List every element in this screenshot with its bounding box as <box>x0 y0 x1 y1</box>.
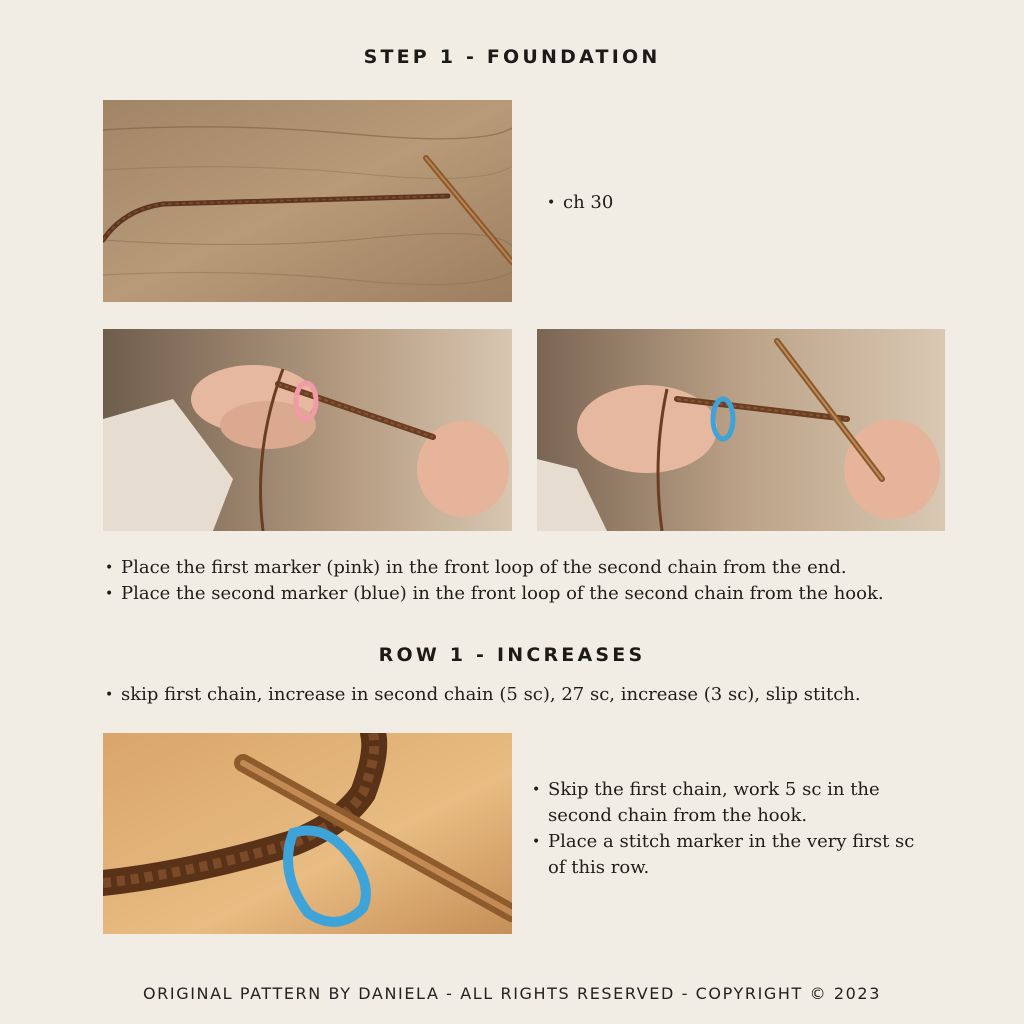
first-stitch-photo <box>103 733 512 934</box>
row1-detail-marker: • Place a stitch marker in the very first sc of this row. <box>530 829 920 881</box>
blue-marker-photo <box>537 329 945 531</box>
marker-instruction-blue: • Place the second marker (blue) in the front loop of the second chain from the hook. <box>103 581 963 607</box>
row1-summary: • skip first chain, increase in second chain (5 sc), 27 sc, increase (3 sc), slip stitch. <box>103 682 983 708</box>
row1-heading: ROW 1 - INCREASES <box>378 644 646 666</box>
row1-detail-first: • Skip the first chain, work 5 sc in the second chain from the hook. <box>530 777 920 829</box>
marker-instructions <box>103 555 963 607</box>
marker-instruction-pink: • Place the first marker (pink) in the front loop of the second chain from the end. <box>103 555 963 581</box>
chain-note-list <box>545 190 613 216</box>
chain-on-wood-photo <box>103 100 512 302</box>
row1-details <box>530 777 920 881</box>
chain-note: • ch 30 <box>545 190 613 216</box>
row1-summary-list <box>103 682 983 708</box>
pink-marker-photo <box>103 329 512 531</box>
step1-heading: STEP 1 - FOUNDATION <box>363 46 661 68</box>
copyright-footer: ORIGINAL PATTERN BY DANIELA - ALL RIGHTS RESERVED - COPYRIGHT © 2023 <box>142 984 881 1003</box>
